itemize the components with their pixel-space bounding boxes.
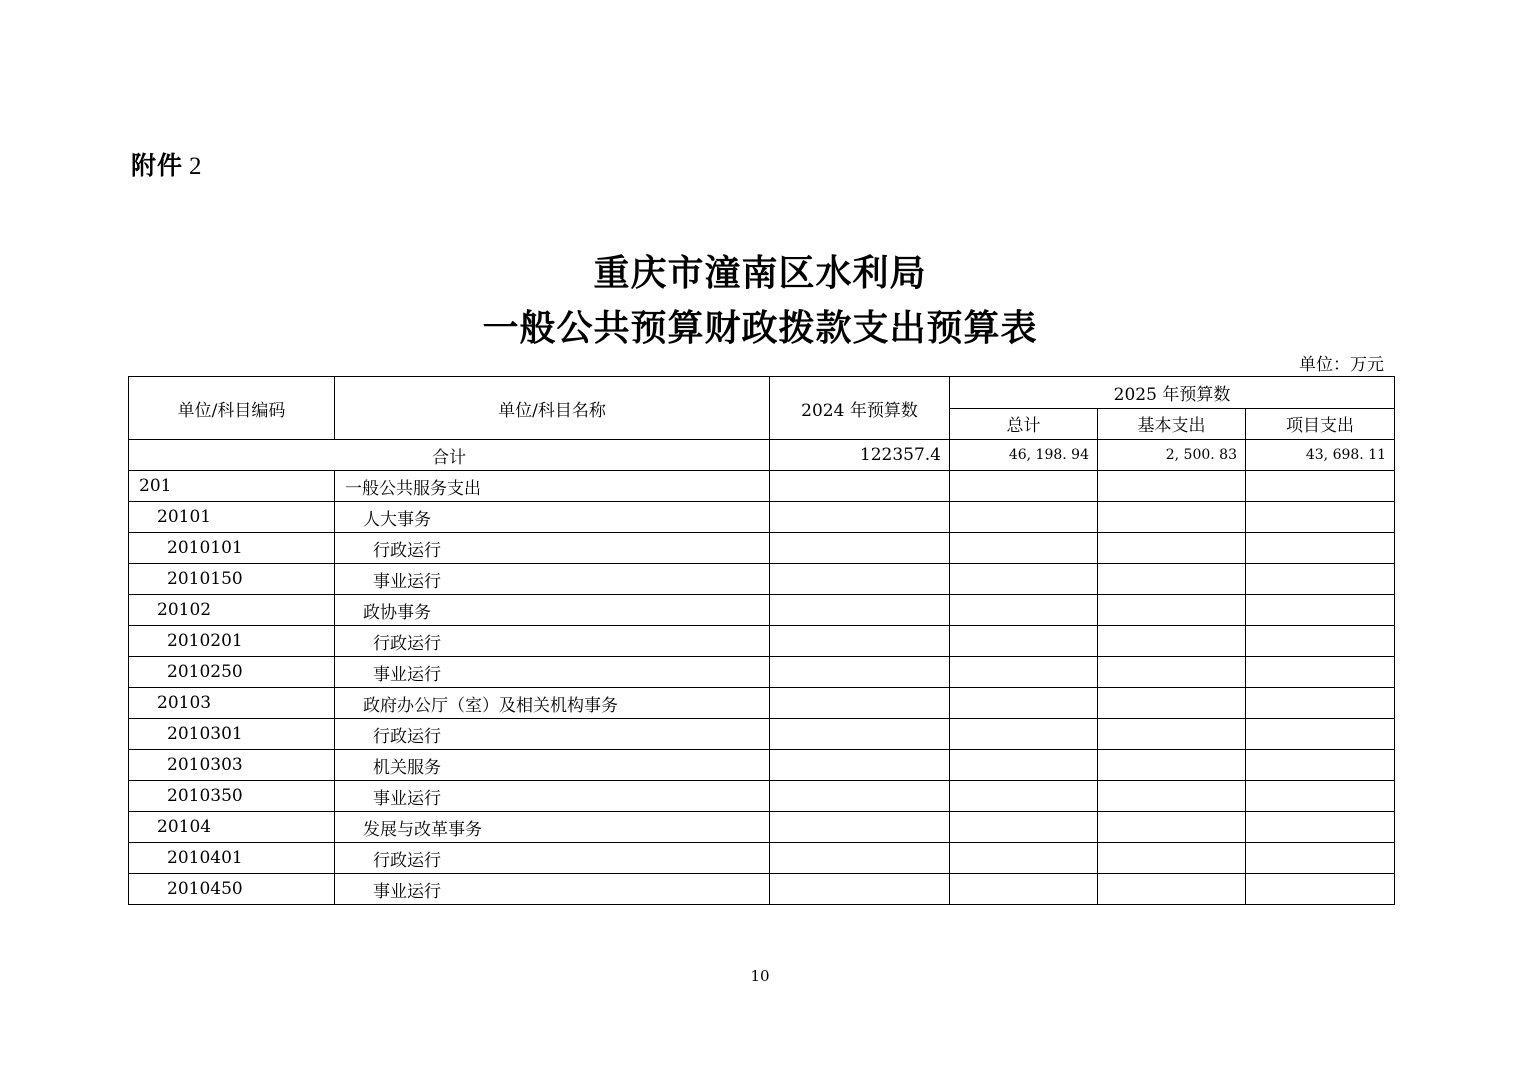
row-code: 2010101	[129, 533, 335, 564]
table-row	[129, 502, 1395, 533]
row-code: 2010401	[129, 843, 335, 874]
table-row	[129, 626, 1395, 657]
unit-label: 单位：万元	[1299, 355, 1384, 375]
row-name: 事业运行	[335, 657, 770, 688]
row-code: 2010301	[129, 719, 335, 750]
row-code: 201	[129, 471, 335, 502]
row-code: 2010150	[129, 564, 335, 595]
row-code: 20103	[129, 688, 335, 719]
row-name: 人大事务	[335, 502, 770, 533]
row-code: 2010201	[129, 626, 335, 657]
row-name: 政府办公厅（室）及相关机构事务	[335, 688, 770, 719]
budget-table	[128, 376, 1395, 905]
table-row	[129, 533, 1395, 564]
table-row	[129, 688, 1395, 719]
row-code: 2010250	[129, 657, 335, 688]
row-code: 20102	[129, 595, 335, 626]
header-budget-2024: 2024 年预算数	[770, 377, 950, 440]
row-name: 一般公共服务支出	[335, 471, 770, 502]
header-project: 项目支出	[1246, 408, 1395, 440]
row-code: 2010350	[129, 781, 335, 812]
title-line-1: 重庆市潼南区水利局	[593, 252, 927, 294]
total-project: 43, 698. 11	[1246, 440, 1395, 471]
row-name: 事业运行	[335, 781, 770, 812]
total-total: 46, 198. 94	[950, 440, 1098, 471]
table-row	[129, 595, 1395, 626]
row-name: 政协事务	[335, 595, 770, 626]
total-row	[129, 440, 1395, 471]
attachment-text: 附件	[131, 151, 184, 180]
row-name: 机关服务	[335, 750, 770, 781]
header-name: 单位/科目名称	[335, 377, 770, 440]
row-name: 行政运行	[335, 843, 770, 874]
table-row	[129, 657, 1395, 688]
table-row	[129, 719, 1395, 750]
table-row	[129, 750, 1395, 781]
header-basic: 基本支出	[1098, 408, 1246, 440]
row-name: 事业运行	[335, 564, 770, 595]
row-code: 2010303	[129, 750, 335, 781]
attachment-label	[131, 146, 203, 182]
row-name: 发展与改革事务	[335, 812, 770, 843]
total-budget-2024: 122357.4	[770, 440, 950, 471]
table-row	[129, 781, 1395, 812]
row-name: 行政运行	[335, 719, 770, 750]
row-name: 行政运行	[335, 626, 770, 657]
row-code: 20104	[129, 812, 335, 843]
page-number: 10	[750, 967, 770, 985]
row-name: 事业运行	[335, 874, 770, 905]
table-row	[129, 874, 1395, 905]
header-budget-2025: 2025 年预算数	[950, 377, 1395, 409]
header-total: 总计	[950, 408, 1098, 440]
table-row	[129, 471, 1395, 502]
total-basic: 2, 500. 83	[1098, 440, 1246, 471]
attachment-number: 2	[189, 153, 203, 180]
table-row	[129, 564, 1395, 595]
table-row	[129, 812, 1395, 843]
row-code: 2010450	[129, 874, 335, 905]
table-row	[129, 843, 1395, 874]
row-code: 20101	[129, 502, 335, 533]
header-code: 单位/科目编码	[129, 377, 335, 440]
total-label: 合计	[129, 440, 770, 471]
title-line-2: 一般公共预算财政拨款支出预算表	[482, 307, 1038, 349]
row-name: 行政运行	[335, 533, 770, 564]
